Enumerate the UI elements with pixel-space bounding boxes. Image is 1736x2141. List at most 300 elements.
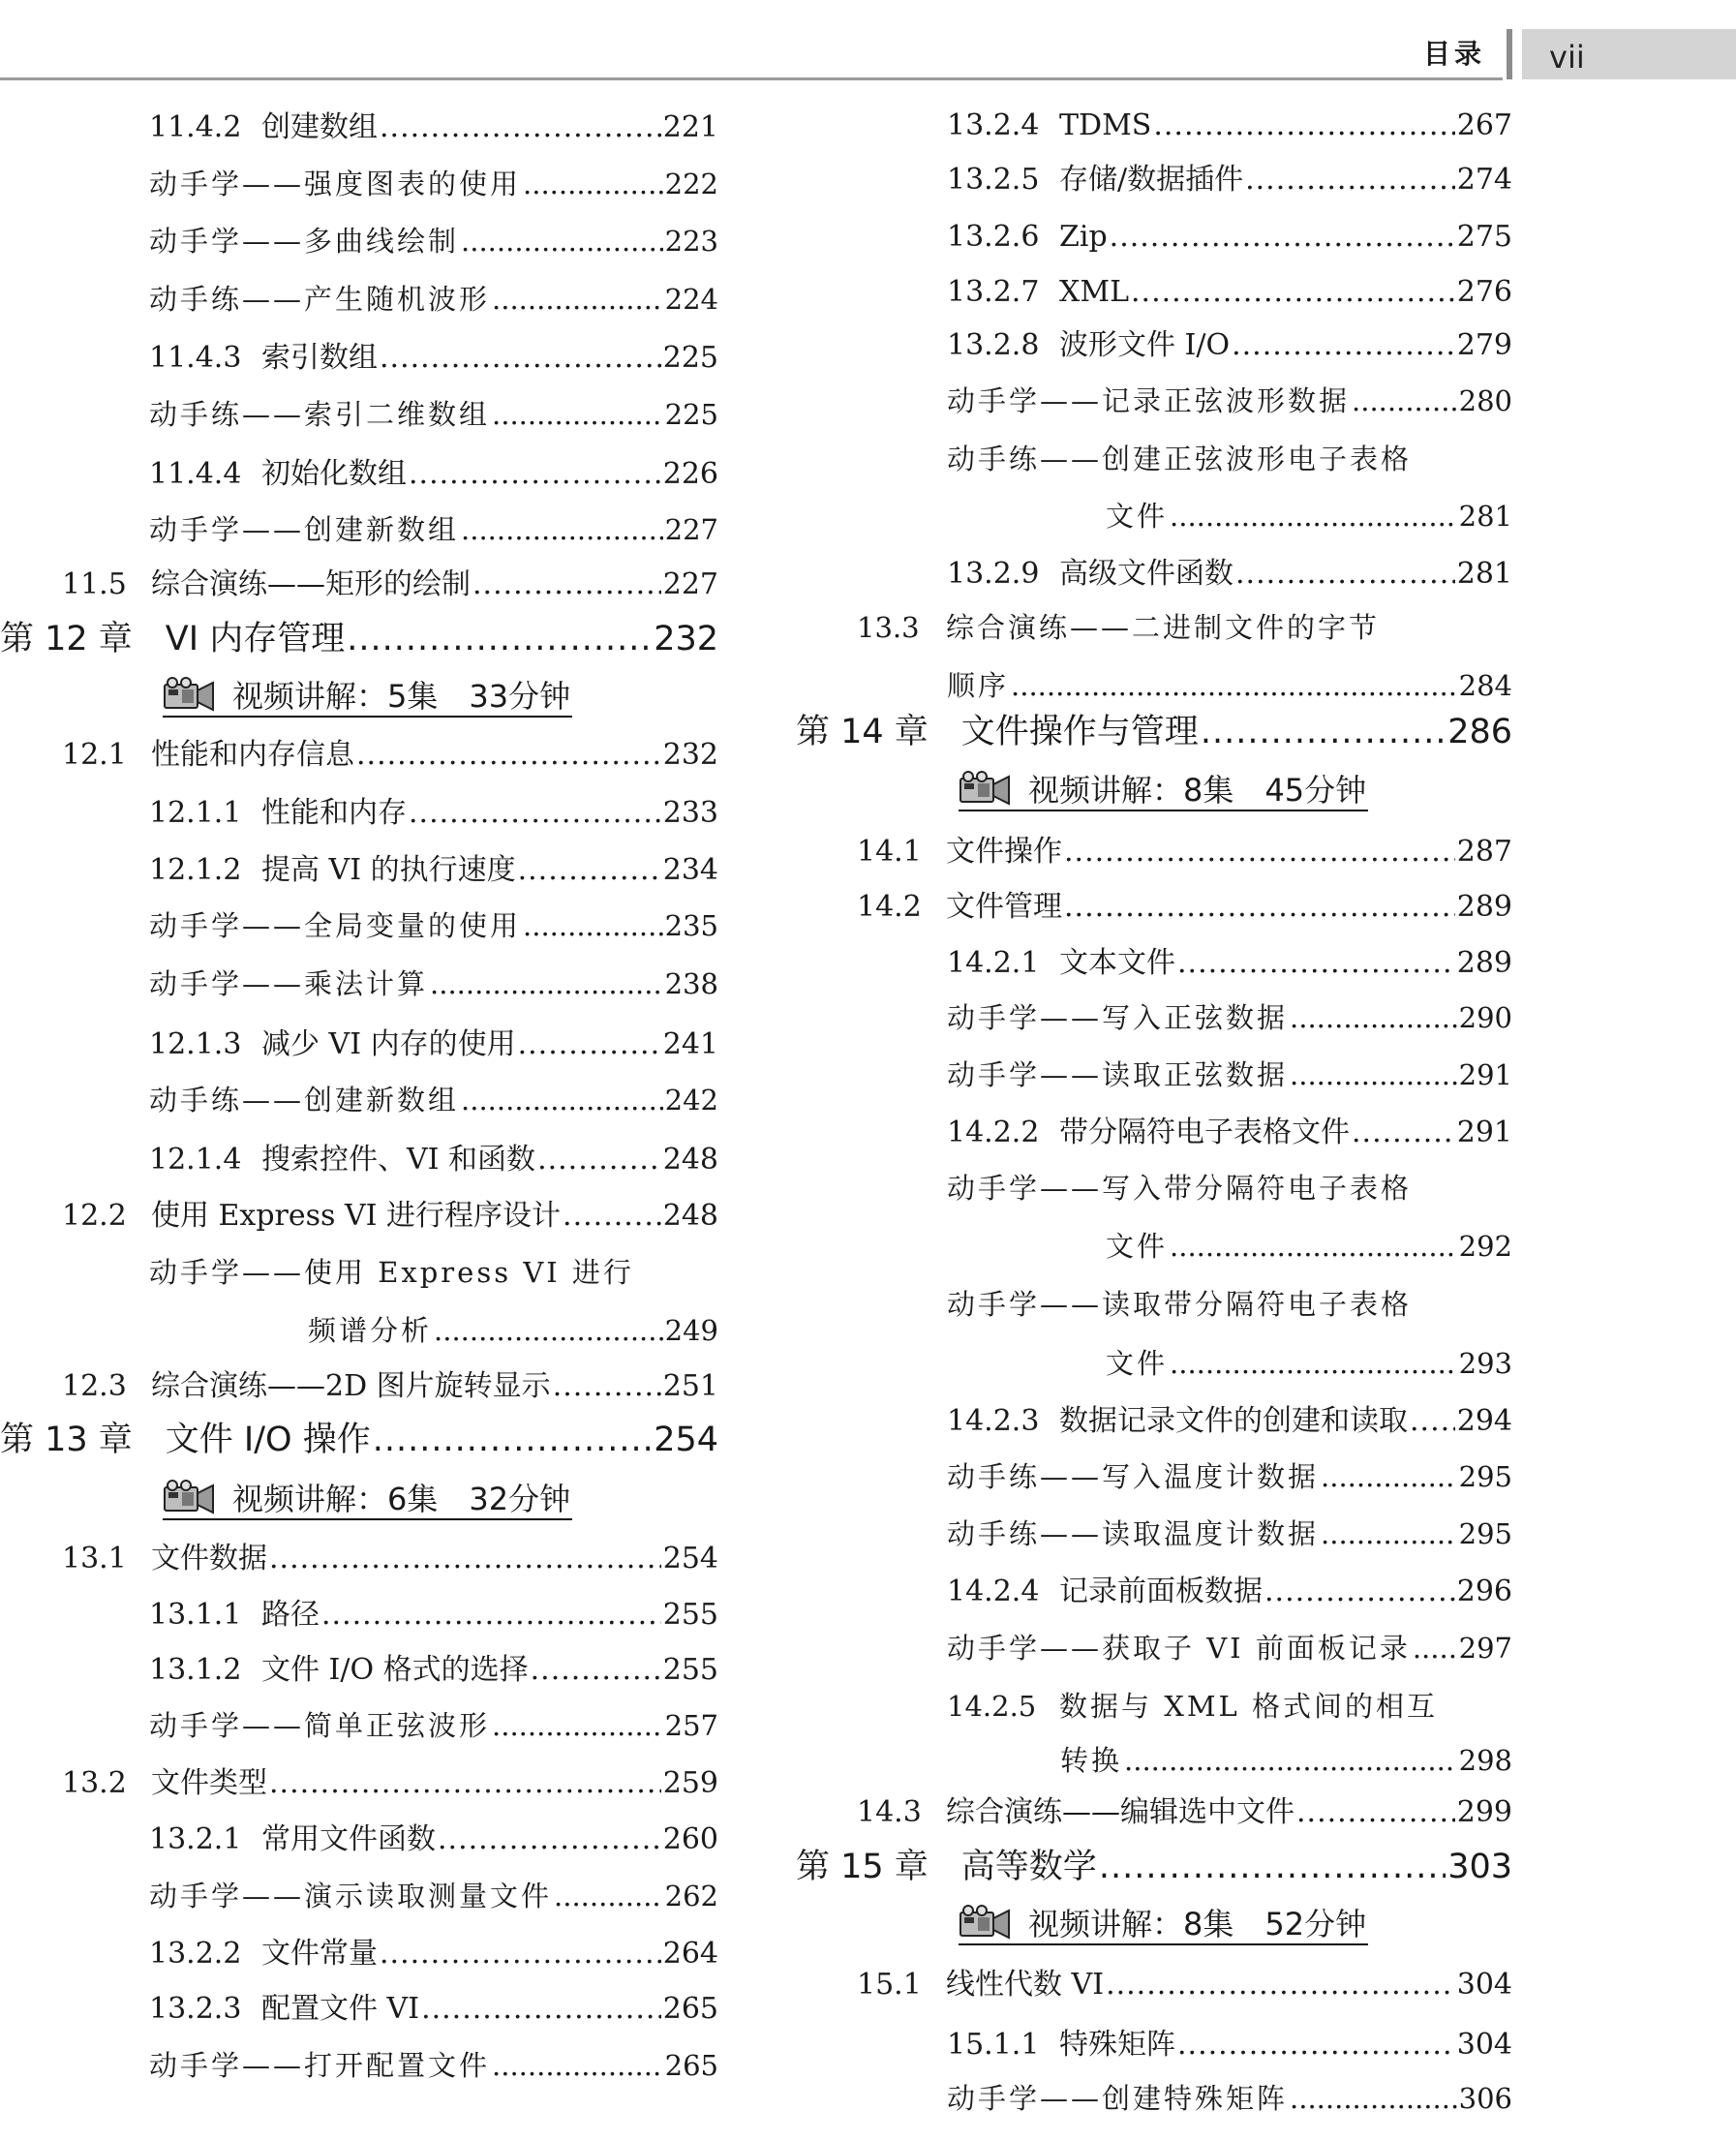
toc-entry-title: 动手学——创建特殊矩阵: [947, 2082, 1289, 2115]
toc-entry[interactable]: [857, 1966, 1512, 2004]
toc-entry-title: 动手学——读取带分隔符电子表格: [947, 1288, 1413, 1321]
dot-leader: [554, 1877, 663, 1915]
toc-entry[interactable]: [149, 1081, 718, 1119]
toc-page-number: 234: [662, 853, 718, 887]
toc-entry-number: 13.2.5: [947, 163, 1040, 197]
dot-leader: [380, 339, 661, 378]
toc-page-number: 254: [654, 1421, 718, 1459]
toc-entry[interactable]: [149, 794, 718, 833]
toc-page-number: 221: [662, 110, 718, 144]
toc-entry[interactable]: [947, 555, 1512, 594]
toc-entry-title: 频谱分析: [308, 1314, 433, 1347]
toc-entry[interactable]: [149, 1820, 718, 1859]
dot-leader: [1352, 382, 1457, 420]
toc-entry-title: 动手学——读取正弦数据: [947, 1058, 1289, 1091]
toc-entry-title: 波形文件 I/O: [1059, 328, 1231, 362]
toc-entry-wrapped[interactable]: [947, 1687, 1438, 1726]
toc-entry[interactable]: [62, 1540, 718, 1578]
toc-page-number: 276: [1456, 275, 1512, 309]
chapter-entry[interactable]: [796, 708, 1512, 756]
toc-entry-title: 动手学——写入带分隔符电子表格: [947, 1172, 1413, 1205]
toc-page-number: 224: [664, 283, 718, 316]
toc-entry[interactable]: [947, 382, 1512, 420]
toc-entry[interactable]: [149, 510, 718, 549]
toc-entry-title: 文件数据: [151, 1542, 267, 1575]
toc-entry-wrapped[interactable]: [149, 1253, 634, 1292]
toc-page-number: 251: [662, 1369, 718, 1403]
dot-leader: [1099, 1843, 1446, 1891]
toc-page-number: 295: [1458, 1460, 1512, 1493]
toc-entry[interactable]: [149, 2046, 718, 2085]
toc-page-number: 254: [662, 1542, 718, 1575]
toc-entry[interactable]: [149, 1651, 718, 1690]
toc-entry-number: 12.1: [62, 738, 127, 772]
chapter-entry[interactable]: [796, 1843, 1512, 1891]
dot-leader: [1235, 555, 1455, 594]
toc-entry[interactable]: [947, 1573, 1512, 1611]
toc-page-number: 257: [664, 1709, 718, 1742]
toc-entry[interactable]: [947, 1114, 1512, 1152]
dot-leader: [472, 566, 661, 604]
dot-leader: [1264, 1573, 1455, 1611]
toc-entry-title: 配置文件 VI: [261, 1992, 420, 2026]
toc-entry-title: 高级文件函数: [1059, 557, 1233, 591]
toc-entry-number: 15.1: [857, 1968, 922, 2002]
video-lecture-line: [959, 1901, 1368, 1945]
toc-entry-number: 第 15 章: [796, 1848, 929, 1886]
toc-entry-title: 记录前面板数据: [1059, 1575, 1263, 1608]
dot-leader: [1064, 833, 1455, 872]
video-lecture-line: [959, 767, 1368, 811]
dot-leader: [1290, 1055, 1457, 1094]
toc-entry-number: 13.2.6: [947, 220, 1040, 254]
header-divider: [1507, 29, 1512, 79]
toc-entry-title: 综合演练——2D 图片旋转显示: [151, 1369, 551, 1403]
toc-page-number: 241: [662, 1027, 718, 1061]
toc-page-number: 227: [662, 567, 718, 601]
chapter-entry[interactable]: [0, 1416, 718, 1464]
dot-leader: [1177, 2026, 1455, 2065]
toc-page-number: 255: [662, 1598, 718, 1632]
toc-entry-number: 13.3: [857, 611, 920, 644]
toc-entry-title: VI 内存管理: [165, 620, 346, 658]
dot-leader: [1170, 1227, 1457, 1266]
toc-entry-number: 14.2.3: [947, 1404, 1040, 1438]
dot-leader: [1321, 1457, 1457, 1496]
dot-leader: [461, 222, 663, 260]
dot-leader: [1352, 1114, 1455, 1152]
toc-entry-title: 动手学——演示读取测量文件: [149, 1880, 553, 1912]
toc-entry[interactable]: [149, 280, 718, 319]
toc-entry[interactable]: [149, 339, 718, 378]
toc-entry-title: 创建数组: [261, 110, 378, 144]
dot-leader: [356, 736, 661, 775]
toc-entry-title: 动手学——强度图表的使用: [149, 168, 522, 200]
toc-page-number: 226: [662, 457, 718, 491]
toc-entry-title: 数据记录文件的创建和读取: [1059, 1404, 1408, 1438]
toc-page-number: 291: [1458, 1058, 1512, 1091]
toc-entry-title: 动手学——写入正弦数据: [947, 1001, 1289, 1034]
toc-page-number: 264: [662, 1937, 718, 1971]
toc-page-number: 281: [1456, 557, 1512, 591]
toc-entry-number: 13.2.8: [947, 328, 1040, 362]
toc-entry[interactable]: [149, 1025, 718, 1064]
toc-entry-number: 第 13 章: [0, 1421, 133, 1459]
dot-leader: [1153, 107, 1454, 145]
page-number: vii: [1549, 39, 1585, 76]
toc-entry-number: 13.2.1: [149, 1822, 242, 1856]
dot-leader: [1131, 273, 1455, 312]
dot-leader: [518, 1025, 661, 1064]
toc-entry-number: 14.2.2: [947, 1116, 1040, 1149]
toc-page-number: 225: [662, 341, 718, 375]
toc-entry[interactable]: [947, 326, 1512, 365]
toc-entry-title: 动手学——多曲线绘制: [149, 225, 460, 258]
toc-entry-number: 15.1.1: [947, 2028, 1040, 2062]
toc-entry-title: 文本文件: [1059, 946, 1175, 980]
toc-entry[interactable]: [149, 906, 718, 945]
toc-entry-number: 13.1.2: [149, 1653, 242, 1687]
toc-page-number: 295: [1458, 1517, 1512, 1550]
toc-entry-title: 文件: [1106, 1230, 1169, 1263]
toc-entry[interactable]: [149, 395, 718, 434]
toc-entry-number: 14.2: [857, 890, 922, 924]
toc-entry-number: 13.2.7: [947, 275, 1040, 309]
toc-entry-title: 路径: [261, 1598, 320, 1632]
toc-entry[interactable]: [149, 1935, 718, 1973]
toc-entry[interactable]: [947, 1514, 1512, 1553]
toc-page-number: 286: [1447, 713, 1512, 751]
header-rule: [0, 77, 1503, 80]
toc-entry-title: 综合演练——编辑选中文件: [946, 1795, 1294, 1829]
dot-leader: [518, 851, 661, 890]
toc-entry[interactable]: [947, 1055, 1512, 1094]
toc-entry-title: 动手学——打开配置文件: [149, 2049, 491, 2082]
toc-entry-title: 高等数学: [960, 1848, 1097, 1886]
dot-leader: [461, 1081, 663, 1119]
toc-entry[interactable]: [857, 888, 1512, 927]
dot-leader: [409, 455, 661, 494]
toc-page-number: 290: [1458, 1001, 1512, 1034]
toc-entry-title: 动手练——创建新数组: [149, 1084, 460, 1116]
toc-entry-number: 13.2: [62, 1766, 127, 1800]
dot-leader: [434, 1311, 663, 1350]
toc-page-number: 242: [664, 1084, 718, 1116]
dot-leader: [553, 1367, 661, 1406]
dot-leader: [1413, 1629, 1457, 1667]
toc-page-number: 304: [1456, 2028, 1512, 2062]
chapter-entry[interactable]: [0, 615, 718, 663]
toc-entry-number: 12.3: [62, 1369, 127, 1403]
toc-page-number: 265: [664, 2049, 718, 2082]
toc-page-number: 248: [662, 1143, 718, 1177]
toc-entry-title: 特殊矩阵: [1059, 2028, 1175, 2062]
toc-page-number: 265: [662, 1992, 718, 2026]
toc-entry-title: 文件常量: [261, 1937, 378, 1971]
toc-entry-title: 综合演练——二进制文件的字节: [946, 611, 1381, 644]
toc-entry-title: 动手练——读取温度计数据: [947, 1517, 1320, 1550]
toc-page-number: 267: [1456, 108, 1512, 142]
toc-entry[interactable]: [947, 273, 1512, 312]
video-lecture-line: [163, 1476, 572, 1520]
toc-entry[interactable]: [1060, 1741, 1512, 1780]
toc-entry-title: 使用 Express VI 进行程序设计: [151, 1199, 562, 1233]
dot-leader: [1011, 666, 1457, 705]
dot-leader: [438, 1820, 661, 1859]
dot-leader: [1170, 497, 1457, 535]
toc-page-number: 274: [1456, 163, 1512, 197]
toc-entry-title: 常用文件函数: [261, 1822, 436, 1856]
toc-entry-title: 线性代数 VI: [946, 1968, 1105, 2002]
dot-leader: [1410, 1402, 1455, 1441]
toc-entry-title: 动手学——简单正弦波形: [149, 1709, 491, 1742]
toc-page-number: 279: [1456, 328, 1512, 362]
toc-entry[interactable]: [947, 2079, 1512, 2118]
toc-page-number: 284: [1458, 669, 1512, 702]
toc-entry-number: 14.2.1: [947, 946, 1040, 980]
dot-leader: [347, 615, 652, 663]
dot-leader: [1290, 2079, 1457, 2118]
toc-entry-wrapped[interactable]: [947, 440, 1412, 478]
dot-leader: [492, 1706, 663, 1745]
toc-entry-wrapped[interactable]: [947, 1285, 1412, 1324]
toc-entry-wrapped[interactable]: [857, 608, 1380, 647]
toc-entry-title: 文件管理: [946, 890, 1062, 924]
toc-entry-title: 文件操作与管理: [960, 713, 1199, 751]
toc-entry[interactable]: [947, 1629, 1512, 1667]
toc-entry-title: 文件操作: [946, 835, 1062, 869]
toc-entry-title: 动手学——乘法计算: [149, 967, 429, 1000]
toc-entry[interactable]: [149, 1877, 718, 1915]
toc-page-number: 297: [1458, 1632, 1512, 1665]
toc-entry-title: 初始化数组: [261, 457, 407, 491]
dot-leader: [269, 1540, 661, 1578]
toc-entry[interactable]: [857, 1793, 1512, 1832]
toc-entry-title: 带分隔符电子表格文件: [1059, 1116, 1350, 1149]
toc-entry[interactable]: [149, 165, 718, 203]
toc-entry[interactable]: [149, 455, 718, 494]
toc-page-number: 235: [664, 909, 718, 942]
toc-entry[interactable]: [947, 1402, 1512, 1441]
toc-entry-number: 14.1: [857, 835, 922, 869]
dot-leader: [1064, 888, 1455, 927]
toc-entry[interactable]: [62, 1367, 718, 1406]
toc-entry-number: 14.3: [857, 1795, 922, 1829]
toc-entry-number: 13.2.9: [947, 557, 1040, 591]
toc-entry-title: 性能和内存: [261, 796, 407, 830]
toc-page-number: 227: [664, 513, 718, 546]
dot-leader: [1124, 1741, 1457, 1780]
toc-page-number: 225: [664, 398, 718, 431]
toc-entry[interactable]: [62, 736, 718, 775]
video-lecture-text: 视频讲解：6集 32分钟: [232, 1481, 571, 1517]
toc-entry[interactable]: [947, 944, 1512, 983]
dot-leader: [1290, 998, 1457, 1037]
toc-entry-number: 12.2: [62, 1199, 127, 1233]
toc-page-number: 238: [664, 967, 718, 1000]
toc-entry[interactable]: [62, 1764, 718, 1803]
toc-entry[interactable]: [947, 666, 1512, 705]
toc-entry[interactable]: [947, 107, 1512, 145]
dot-leader: [531, 1651, 661, 1690]
toc-page-number: 304: [1456, 1968, 1512, 2002]
toc-entry[interactable]: [947, 218, 1512, 257]
video-camera-icon: [163, 1480, 217, 1514]
toc-entry-title: 顺序: [947, 669, 1010, 702]
dot-leader: [380, 1935, 661, 1973]
toc-entry[interactable]: [149, 1706, 718, 1745]
toc-entry-title: 索引数组: [261, 341, 378, 375]
toc-entry-number: 13.1.1: [149, 1598, 242, 1632]
toc-entry-title: 动手练——写入温度计数据: [947, 1460, 1320, 1493]
toc-page-number: 293: [1458, 1347, 1512, 1380]
dot-leader: [380, 108, 661, 147]
dot-leader: [563, 1197, 661, 1236]
toc-entry[interactable]: [149, 222, 718, 260]
toc-entry-title: 动手学——获取子 VI 前面板记录: [947, 1632, 1411, 1665]
video-camera-icon: [959, 1905, 1013, 1940]
toc-page-number: 303: [1447, 1848, 1512, 1886]
toc-entry-title: 综合演练——矩形的绘制: [151, 567, 471, 601]
dot-leader: [269, 1764, 661, 1803]
dot-leader: [1321, 1514, 1457, 1553]
toc-entry-number: 12.1.2: [149, 853, 242, 887]
dot-leader: [537, 1141, 661, 1179]
toc-entry[interactable]: [1106, 497, 1512, 535]
toc-page-number: 232: [662, 738, 718, 772]
toc-entry[interactable]: [149, 1990, 718, 2029]
toc-page-number: 294: [1456, 1404, 1512, 1438]
toc-entry[interactable]: [149, 1596, 718, 1635]
toc-entry-number: 12.1.3: [149, 1027, 242, 1061]
toc-entry[interactable]: [149, 1141, 718, 1179]
toc-entry[interactable]: [947, 998, 1512, 1037]
video-camera-icon: [163, 677, 217, 712]
toc-entry-title: 搜索控件、VI 和函数: [261, 1143, 536, 1177]
dot-leader: [461, 510, 663, 549]
dot-leader: [1177, 944, 1455, 983]
toc-page-number: 255: [662, 1653, 718, 1687]
toc-entry-wrapped[interactable]: [947, 1169, 1412, 1208]
video-lecture-text: 视频讲解：8集 45分钟: [1028, 772, 1367, 809]
dot-leader: [421, 1990, 661, 2029]
toc-entry-title: 存储/数据插件: [1059, 163, 1244, 197]
toc-entry-title: 动手练——创建正弦波形电子表格: [947, 443, 1413, 475]
dot-leader: [373, 1416, 652, 1464]
video-camera-icon: [959, 771, 1013, 806]
dot-leader: [1110, 218, 1455, 257]
toc-entry-title: 动手练——索引二维数组: [149, 398, 491, 431]
dot-leader: [409, 794, 661, 833]
toc-page-number: 223: [664, 225, 718, 258]
toc-page-number: 260: [662, 1822, 718, 1856]
dot-leader: [492, 280, 663, 319]
toc-entry-number: 13.2.2: [149, 1937, 242, 1971]
toc-page-number: 287: [1456, 835, 1512, 869]
toc-entry-number: 第 12 章: [0, 620, 133, 658]
video-lecture-text: 视频讲解：5集 33分钟: [232, 678, 571, 715]
toc-entry[interactable]: [1106, 1344, 1512, 1383]
toc-entry[interactable]: [62, 566, 718, 604]
dot-leader: [492, 395, 663, 434]
video-lecture-text: 视频讲解：8集 52分钟: [1028, 1906, 1367, 1942]
dot-leader: [523, 165, 663, 203]
dot-leader: [1170, 1344, 1457, 1383]
toc-entry[interactable]: [149, 964, 718, 1003]
toc-entry-number: 第 14 章: [796, 713, 929, 751]
dot-leader: [1201, 708, 1446, 756]
toc-entry-title: 动手学——创建新数组: [149, 513, 460, 546]
toc-page-number: 275: [1456, 220, 1512, 254]
toc-entry-title: TDMS: [1059, 108, 1152, 142]
toc-entry-title: 动手练——产生随机波形: [149, 283, 491, 316]
toc-entry[interactable]: [947, 1457, 1512, 1496]
toc-entry-title: 文件 I/O 操作: [165, 1421, 371, 1459]
toc-entry-title: 动手学——全局变量的使用: [149, 909, 522, 942]
toc-page-number: 280: [1458, 384, 1512, 417]
toc-entry[interactable]: [947, 2026, 1512, 2065]
toc-entry-title: 动手学——记录正弦波形数据: [947, 384, 1351, 417]
toc-entry-title: 动手学——使用 Express VI 进行: [149, 1256, 634, 1289]
toc-entry-title: XML: [1059, 275, 1129, 309]
toc-page-number: 291: [1456, 1116, 1512, 1149]
toc-entry[interactable]: [308, 1311, 718, 1350]
toc-entry-title: 文件 I/O 格式的选择: [261, 1653, 529, 1687]
toc-entry[interactable]: [149, 108, 718, 147]
running-header-title: 目录: [1423, 38, 1486, 70]
toc-page-number: 281: [1458, 500, 1512, 533]
toc-entry-title: 数据与 XML 格式间的相互: [1059, 1690, 1439, 1723]
toc-entry-number: 11.4.2: [149, 110, 242, 144]
toc-entry-title: Zip: [1059, 220, 1108, 254]
video-lecture-line: [163, 673, 572, 718]
toc-page-number: 289: [1456, 946, 1512, 980]
toc-page-number: 298: [1458, 1744, 1512, 1777]
toc-entry-number: 11.5: [62, 567, 127, 601]
toc-entry-number: 11.4.3: [149, 341, 242, 375]
toc-entry-number: 11.4.4: [149, 457, 242, 491]
toc-entry-title: 文件类型: [151, 1766, 267, 1800]
dot-leader: [1232, 326, 1455, 365]
toc-entry-title: 提高 VI 的执行速度: [261, 853, 516, 887]
toc-entry-number: 12.1.4: [149, 1143, 242, 1177]
dot-leader: [1296, 1793, 1455, 1832]
dot-leader: [492, 2046, 663, 2085]
dot-leader: [523, 906, 663, 945]
toc-page-number: 289: [1456, 890, 1512, 924]
toc-entry-number: 14.2.5: [947, 1690, 1037, 1723]
dot-leader: [1106, 1966, 1455, 2004]
dot-leader: [1245, 161, 1455, 199]
toc-entry-number: 12.1.1: [149, 796, 242, 830]
toc-page-number: 249: [664, 1314, 718, 1347]
toc-page-number: 296: [1456, 1575, 1512, 1608]
toc-entry[interactable]: [1106, 1227, 1512, 1266]
toc-entry-title: 性能和内存信息: [151, 738, 354, 772]
toc-entry[interactable]: [62, 1197, 718, 1236]
dot-leader: [430, 964, 663, 1003]
toc-entry[interactable]: [947, 161, 1512, 199]
toc-entry[interactable]: [857, 833, 1512, 872]
toc-entry[interactable]: [149, 851, 718, 890]
dot-leader: [321, 1596, 661, 1635]
toc-entry-number: 13.2.3: [149, 1992, 242, 2026]
toc-entry-title: 文件: [1106, 500, 1169, 533]
toc-entry-number: 13.2.4: [947, 108, 1040, 142]
toc-page-number: 248: [662, 1199, 718, 1233]
toc-entry-number: 13.1: [62, 1542, 127, 1575]
toc-page-number: 233: [662, 796, 718, 830]
